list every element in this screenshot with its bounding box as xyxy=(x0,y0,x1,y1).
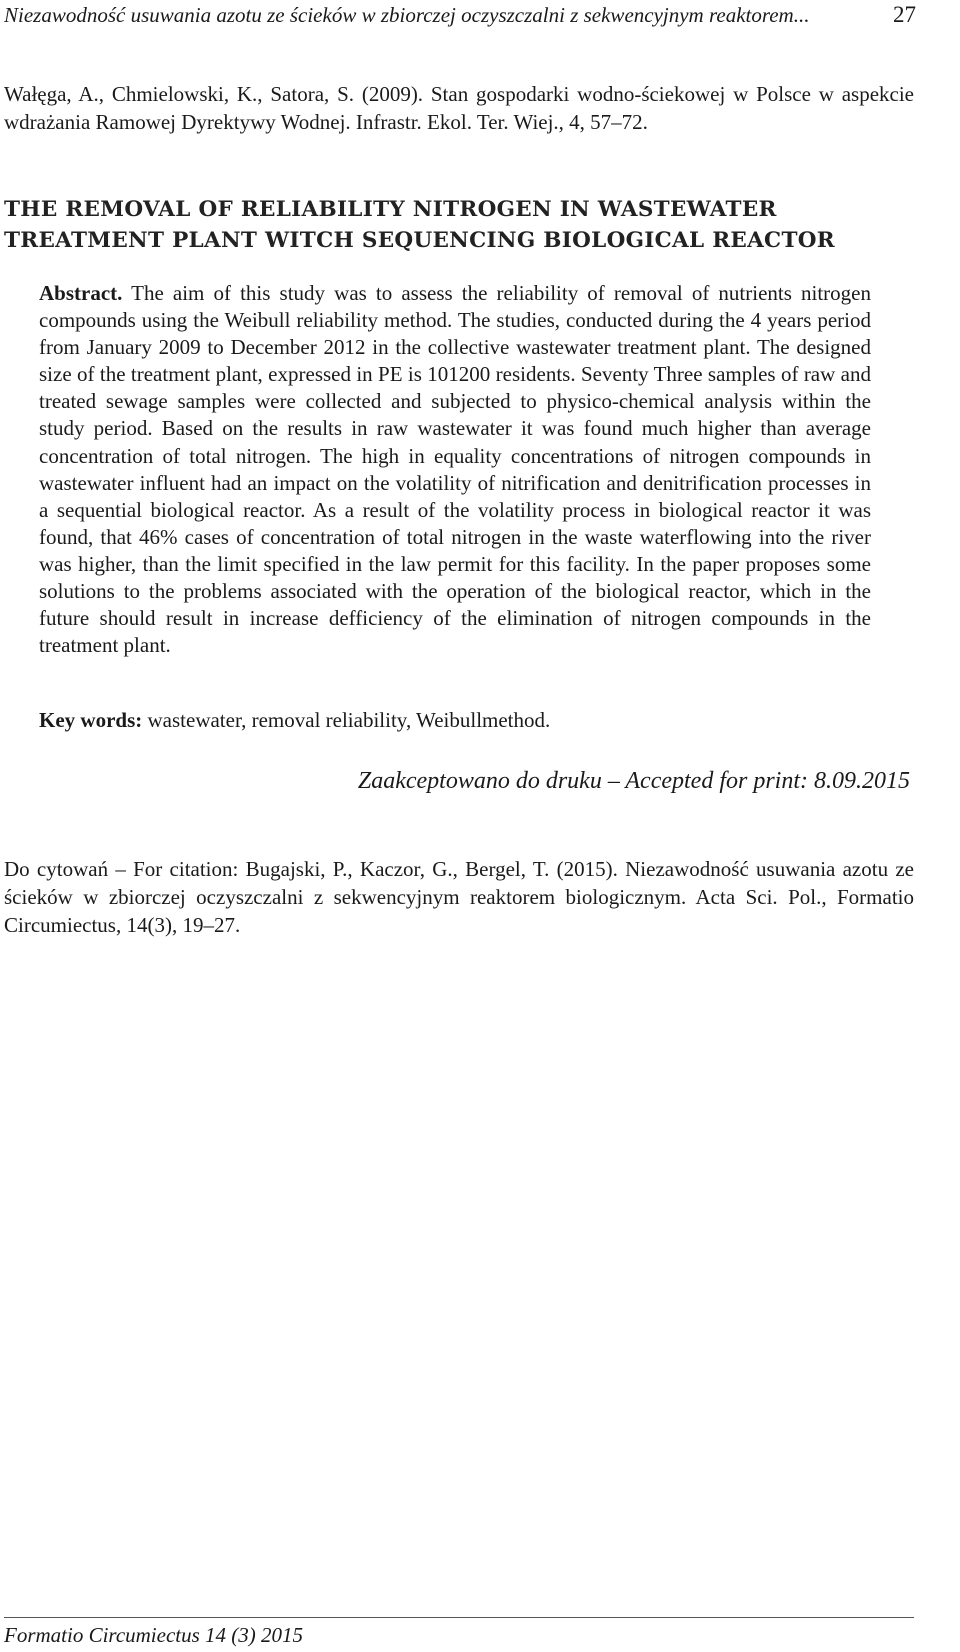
paper-title xyxy=(4,194,914,256)
footer-journal: Formatio Circumiectus 14 (3) 2015 xyxy=(4,1623,304,1647)
running-header xyxy=(4,2,916,28)
footer-divider xyxy=(4,1617,914,1618)
keywords-label: Key words: xyxy=(39,708,143,732)
citation: Do cytowań – For citation: Bugajski, P., Kaczor, G., Bergel, T. (2015). Niezawodność usuwania azotu ze ścieków w zbiorczej oczyszczalni z sekwencyjnym reaktorem biologicznym. Acta Sci. Pol., Formatio Circumiectus, 14(3), 19–27. xyxy=(4,857,914,937)
page-number: 27 xyxy=(893,2,916,27)
keywords-text: wastewater, removal reliability, Weibullmethod. xyxy=(147,708,551,732)
abstract-label: Abstract. xyxy=(39,281,123,305)
abstract xyxy=(39,280,871,659)
paper-title-line-2: TREATMENT PLANT WITCH SEQUENCING BIOLOGICAL REACTOR xyxy=(4,228,835,253)
reference-entry: Wałęga, A., Chmielowski, K., Satora, S. (2009). Stan gospodarki wodno-ściekowej w Polsce w aspekcie wdrażania Ramowej Dyrektywy Wodnej. Infrastr. Ekol. Ter. Wiej., 4, 57–72. xyxy=(4,82,914,134)
accepted-date: Zaakceptowano do druku – Accepted for print: 8.09.2015 xyxy=(357,768,910,794)
abstract-text: The aim of this study was to assess the reliability of removal of nutrients nitrogen compounds using the Weibull reliability method. The studies, conducted during the 4 years period from January 2009 to December 2012 in the collective wastewater treatment plant. The designed size of the treatment plant, expressed in PE is 101200 residents. Seventy Three samples of raw and treated sewage samples were collected and subjected to physico-chemical analysis within the study period. Based on the results in raw wastewater it was found much higher than average concentration of total nitrogen. The high in equality concentrations of nitrogen compounds in wastewater influent had an impact on the volatility of nitrification and denitrification processes in a sequential biological reactor. As a result of the volatility process in biological reactor it was found, that 46% cases of concentration of total nitrogen in the waste waterflowing into the river was higher, than the limit specified in the law permit for this facility. In the paper proposes some solutions to the problems associated with the operation of the biological reactor, which in the future should result in increase defficiency of the elimination of nitrogen compounds in the treatment plant. xyxy=(39,281,871,658)
running-title: Niezawodność usuwania azotu ze ścieków w zbiorczej oczyszczalni z sekwencyjnym reaktorem... xyxy=(4,3,810,27)
keywords xyxy=(39,706,871,734)
paper-title-line-1: THE REMOVAL OF RELIABILITY NITROGEN IN WASTEWATER xyxy=(4,197,777,222)
